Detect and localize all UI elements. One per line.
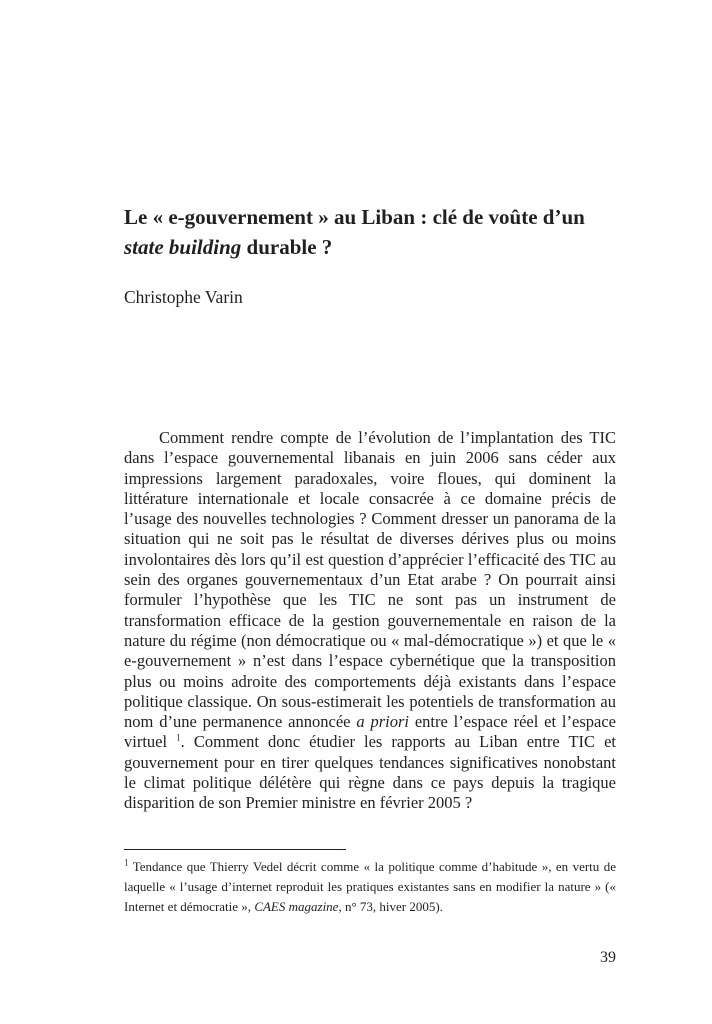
footnote-reference[interactable]: 1 xyxy=(176,732,181,743)
footnote-divider xyxy=(124,849,346,850)
author-name: Christophe Varin xyxy=(124,287,243,307)
footnote-number: 1 xyxy=(124,857,129,868)
footnote-text-segment: , n° 73, hiver 2005). xyxy=(338,899,443,914)
footnote-text-segment: Tendance que Thierry Vedel décrit comme « la politique comme d’habitude », en vertu de laquelle « l’usage d’internet reproduit les pratiques existantes sans en modifier la nature » (« Internet et démocratie », xyxy=(124,859,616,914)
body-italic-text: a priori xyxy=(356,712,409,732)
title-italic-text: state building xyxy=(124,235,242,259)
body-paragraph xyxy=(124,428,616,814)
footnote xyxy=(124,857,616,917)
title-text: Le « e-gouvernement » au Liban : clé de voûte d’un xyxy=(124,205,585,229)
article-title xyxy=(124,202,624,262)
title-text-end: durable ? xyxy=(241,235,333,259)
body-text-segment: entre l’espace réel et l’espace virtuel xyxy=(124,712,616,752)
body-text-segment: Comment rendre compte de l’évolution de l’implantation des TIC dans l’espace gouvernemental libanais en juin 2006 sans céder aux impressions largement paradoxales, voire floues, qui dominent la littérature internationale et locale consacrée à ce domaine précis de l’usage des nouvelles technologies ? Comment dresser un panorama de la situation qui ne soit pas le résultat de diverses dérives plus ou moins involontaires dès lors qu’il est question d’apprécier l’efficacité des TIC au sein des organes gouvernementaux d’un Etat arabe ? On pourrait ainsi formuler l’hypothèse que les TIC ne sont pas un instrument de transformation efficace de la gestion gouvernementale en raison de la nature du régime (non démocratique ou « mal-démocratique ») et que le « e-gouvernement » n’est dans l’espace cybernétique que la transposition plus ou moins adroite des comportements déjà existants dans l’espace politique classique. On sous-estimerait les potentiels de transformation au nom d’une permanence annoncée xyxy=(124,428,616,732)
body-text-segment: . Comment donc étudier les rapports au Liban entre TIC et gouvernement pour en tirer quelques tendances significatives nonobstant le climat politique délétère qui règne dans ce pays depuis la tragique disparition de son Premier ministre en février 2005 ? xyxy=(124,732,617,813)
page-number: 39 xyxy=(600,949,616,966)
footnote-italic-text: CAES magazine xyxy=(254,899,339,914)
